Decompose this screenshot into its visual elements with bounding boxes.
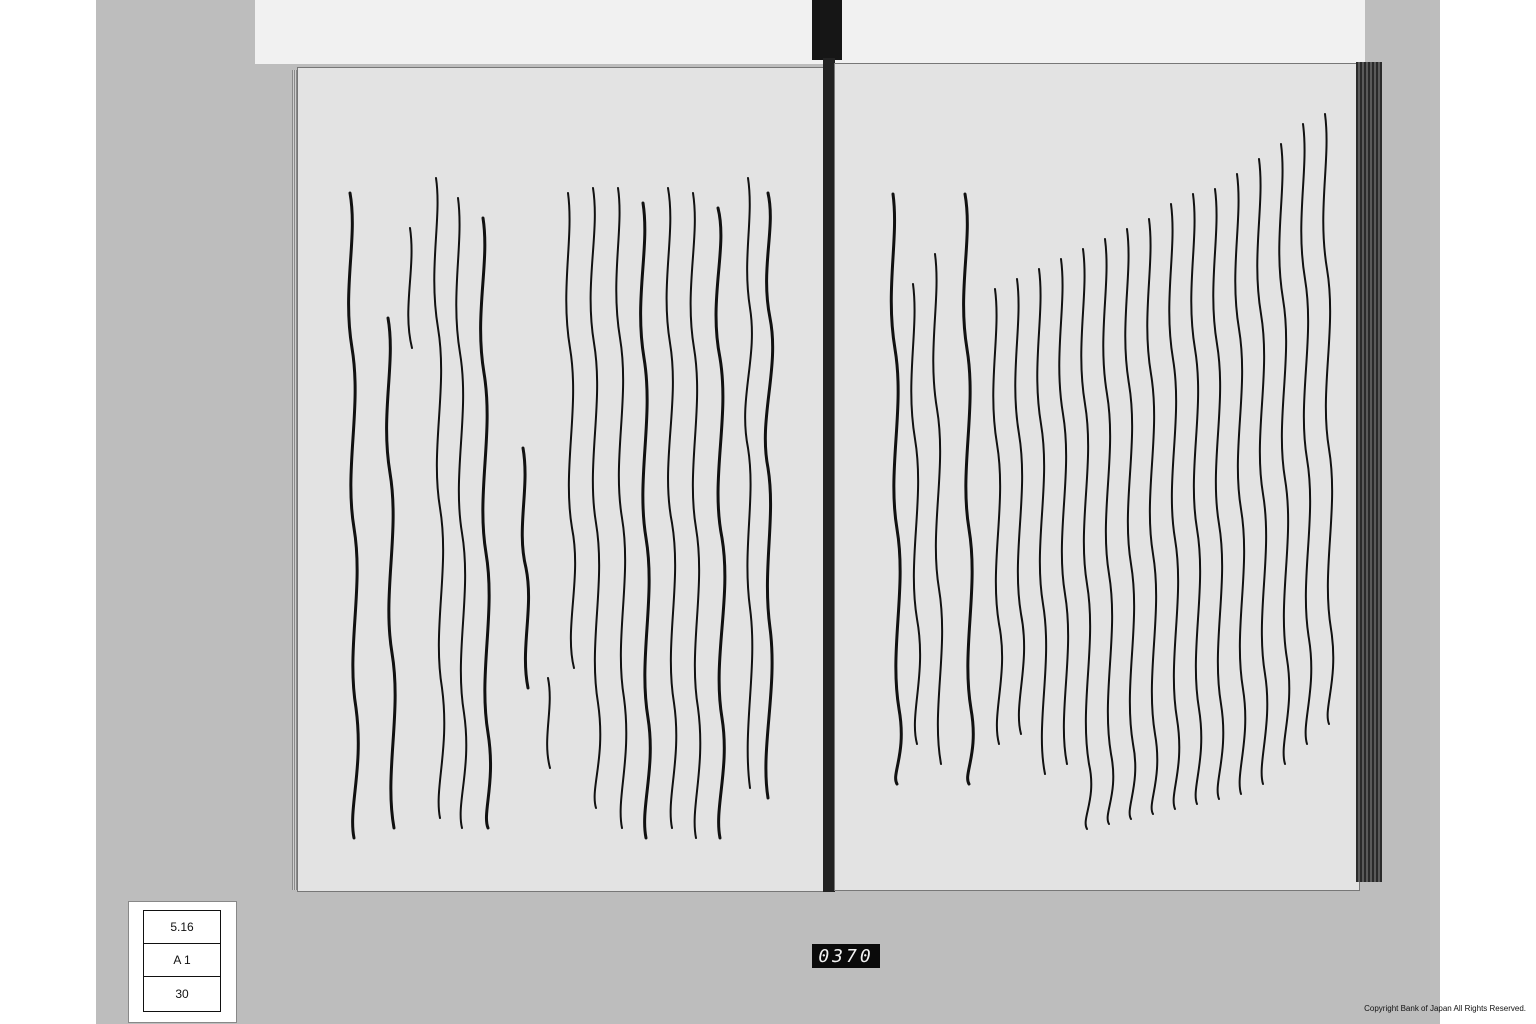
frame-number: 0370 [812, 944, 880, 968]
catalog-row-1: 5.16 [144, 911, 220, 944]
right-page-handwriting [835, 64, 1359, 890]
handwritten-columns-right [891, 114, 1333, 829]
catalog-card [128, 901, 237, 1023]
catalog-row-2: A 1 [144, 944, 220, 977]
handwritten-columns-left [349, 178, 773, 838]
right-page-edges [1356, 62, 1382, 882]
copyright-notice: Copyright Bank of Japan All Rights Reserved. [1364, 1004, 1526, 1013]
left-page-handwriting [298, 68, 825, 891]
book-gutter-shadow [812, 0, 842, 60]
left-manuscript-page [297, 67, 826, 892]
scanner-board [255, 0, 1365, 64]
catalog-table [143, 910, 221, 1012]
catalog-row-3: 30 [175, 986, 189, 1001]
right-manuscript-page [834, 63, 1360, 891]
